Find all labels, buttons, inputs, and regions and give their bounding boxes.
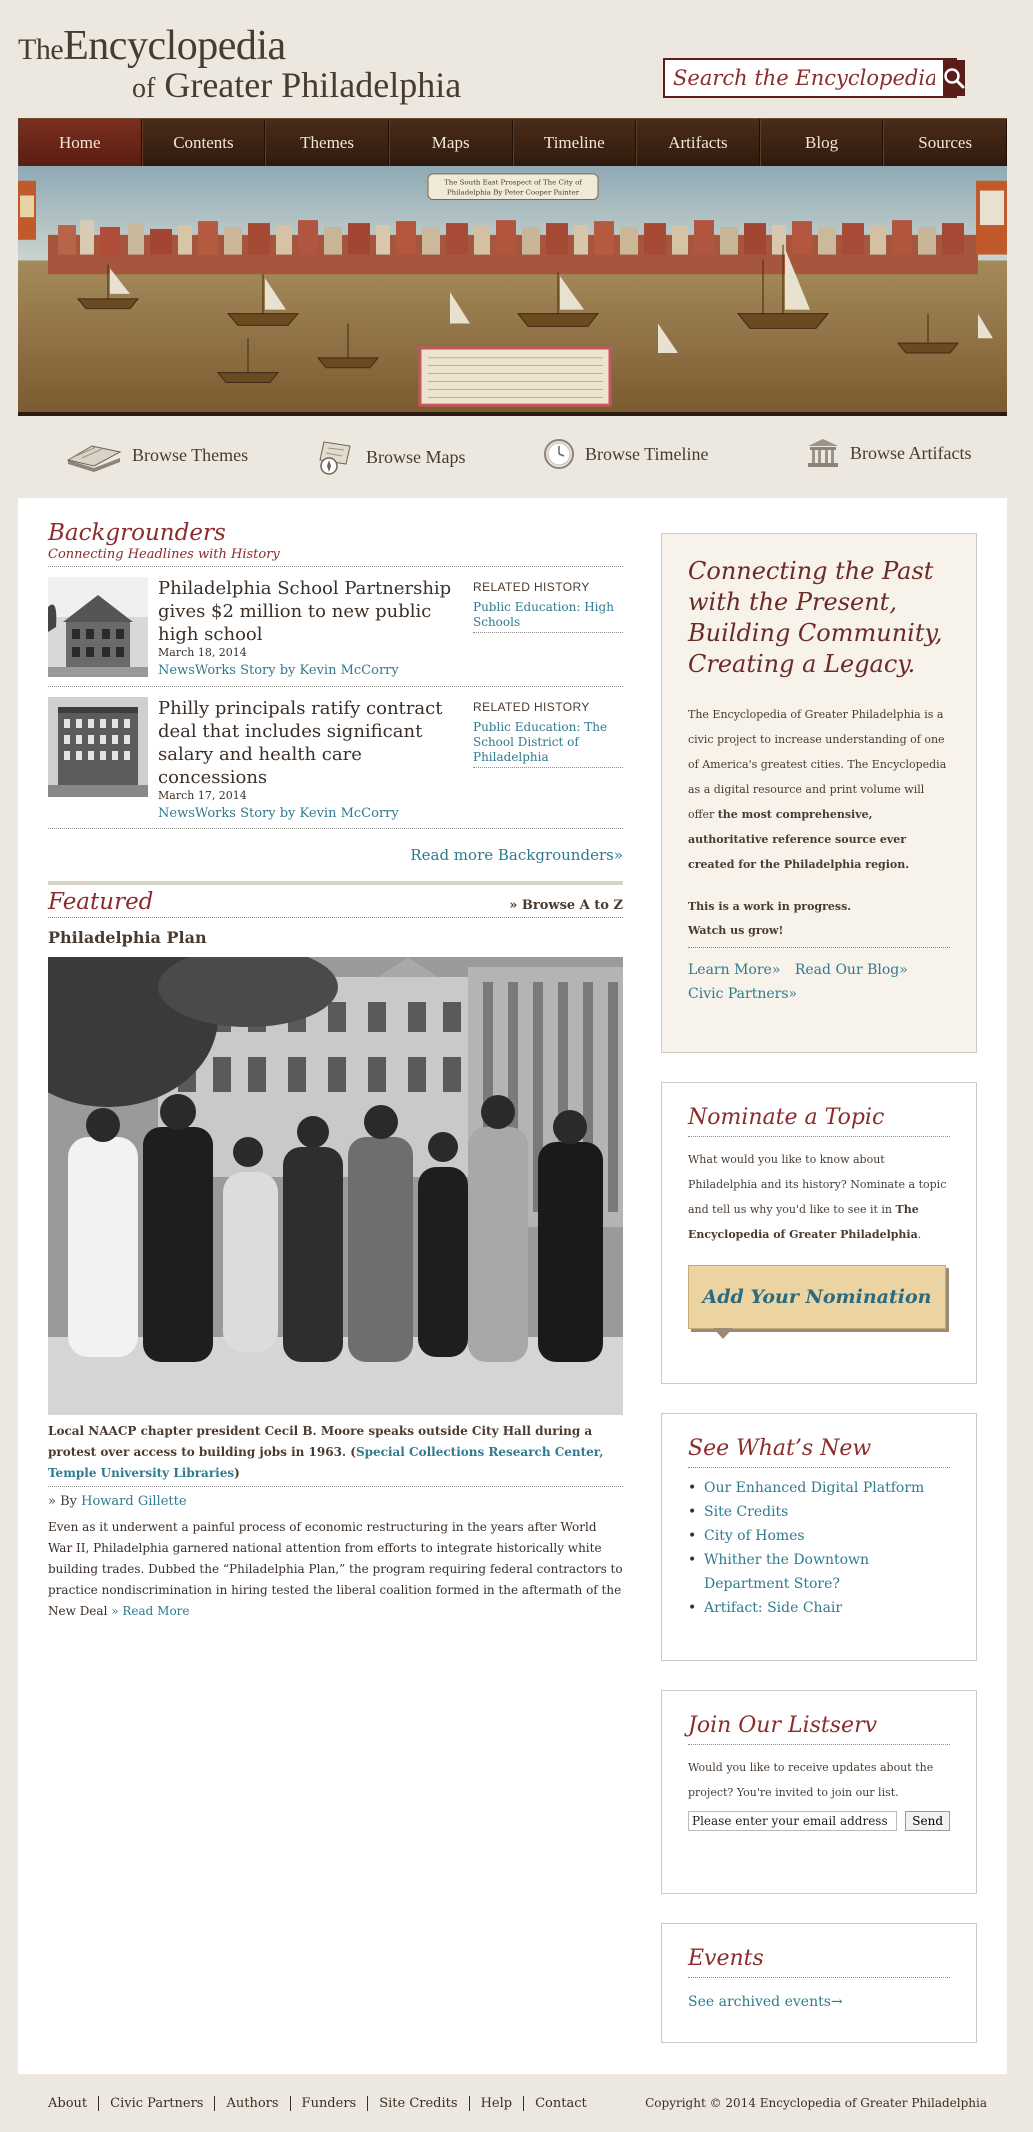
whats-new-link[interactable]: City of Homes [704, 1528, 805, 1544]
featured-title: Featured [48, 889, 154, 915]
featured-excerpt [48, 1517, 623, 1622]
browse-artifacts-link[interactable] [806, 438, 971, 468]
logo-the: The [18, 33, 64, 66]
mission-text [688, 702, 950, 877]
backgrounders-title: Backgrounders [48, 520, 226, 546]
copyright-text: Copyright © 2014 Encyclopedia of Greater Philadelphia [645, 2096, 987, 2110]
mission-box [661, 533, 977, 1053]
browse-maps-label: Browse Maps [366, 446, 466, 467]
nominate-text-bold: The Encyclopedia of Greater Philadelphia [688, 1203, 919, 1241]
listserv-text: Would you like to receive updates about the project? You're invited to join our list. [688, 1761, 934, 1799]
related-history-heading: RELATED HISTORY [473, 700, 590, 714]
author-link[interactable]: Howard Gillette [81, 1494, 187, 1509]
related-history-link[interactable]: Public Education: The School District of Philadelphia [473, 720, 623, 768]
harbor-painting-image [18, 166, 1007, 412]
search-button[interactable] [943, 60, 965, 96]
school-building-thumbnail[interactable] [48, 577, 148, 677]
events-box [661, 1923, 977, 2043]
listserv-box [661, 1690, 977, 1894]
backgrounder-date: March 17, 2014 [158, 789, 247, 802]
footer-link-help[interactable]: Help [470, 2096, 525, 2111]
related-history-link[interactable]: Public Education: High Schools [473, 600, 623, 633]
nav-blog[interactable]: Blog [760, 119, 884, 166]
featured-photo[interactable] [48, 957, 623, 1415]
nominate-text [688, 1147, 950, 1247]
site-logo[interactable] [18, 24, 461, 108]
nav-themes[interactable]: Themes [265, 119, 389, 166]
whats-new-link[interactable]: Our Enhanced Digital Platform [704, 1480, 925, 1496]
nominate-text-a: What would you like to know about Philadelphia and its history? Nominate a topic and tell us why you'd like to see it in [688, 1153, 947, 1216]
school-district-building-thumbnail[interactable] [48, 697, 148, 797]
nav-sources[interactable]: Sources [883, 119, 1007, 166]
whats-new-link[interactable]: Whither the Downtown Department Store? [704, 1552, 870, 1592]
civic-partners-link[interactable]: Civic Partners» [688, 986, 798, 1002]
featured-byline [48, 1494, 623, 1509]
nominate-text-end: . [917, 1228, 922, 1241]
featured-read-more-link[interactable]: » Read More [111, 1604, 190, 1618]
mission-text-bold: the most comprehensive, authoritative reference source ever created for the Philadelphia region. [688, 808, 910, 871]
read-more-backgrounders-link[interactable]: Read more Backgrounders» [410, 846, 623, 864]
footer-link-funders[interactable]: Funders [291, 2096, 369, 2111]
footer-link-site-credits[interactable]: Site Credits [368, 2096, 469, 2111]
footer-link-about[interactable]: About [48, 2096, 99, 2111]
whats-new-box [661, 1413, 977, 1661]
map-compass-icon [316, 438, 356, 476]
main-nav [18, 118, 1007, 166]
backgrounder-title-link[interactable]: Philadelphia School Partnership gives $2 million to new public high school [158, 578, 452, 645]
whats-new-link[interactable]: Site Credits [704, 1504, 789, 1520]
browse-maps-link[interactable] [316, 438, 466, 476]
backgrounder-item [48, 567, 623, 687]
banner-scroll [428, 174, 598, 200]
list-item [688, 1476, 950, 1500]
footer-link-contact[interactable]: Contact [535, 2096, 587, 2111]
nav-maps[interactable]: Maps [389, 119, 513, 166]
search-box [663, 58, 957, 98]
caption-end: ) [234, 1466, 240, 1480]
backgrounder-title-link[interactable]: Philly principals ratify contract deal that includes significant salary and health care concessions [158, 698, 443, 788]
site-footer [0, 2074, 1033, 2132]
svg-text:The South East Prospect of The: The South East Prospect of The City of [444, 178, 582, 187]
featured-photo-caption [48, 1421, 623, 1487]
backgrounder-date: March 18, 2014 [158, 646, 247, 659]
events-title: Events [688, 1946, 950, 1978]
mission-text-a: The Encyclopedia of Greater Philadelphia is a civic project to increase understanding of one of America's greatest cities. The Encyclopedia as a digital resource and print volume will offer [688, 708, 947, 821]
svg-text:Philadelphia By Peter Cooper P: Philadelphia By Peter Cooper Painter [446, 188, 580, 197]
footer-link-civic-partners[interactable]: Civic Partners [99, 2096, 215, 2111]
main-content [18, 498, 1007, 2074]
list-item [688, 1596, 950, 1620]
backgrounder-source-link[interactable]: NewsWorks Story by Kevin McCorry [158, 663, 399, 678]
browse-bar [0, 420, 1033, 498]
backgrounders-subtitle: Connecting Headlines with History [48, 547, 623, 567]
work-in-progress-note [688, 895, 950, 948]
nav-home[interactable]: Home [18, 119, 142, 166]
email-field[interactable] [688, 1811, 897, 1831]
caption-text: Local NAACP chapter president Cecil B. Moore speaks outside City Hall during a protest over access to building jobs in 1963. ( [48, 1424, 593, 1459]
nav-contents[interactable]: Contents [142, 119, 266, 166]
search-icon [943, 67, 965, 89]
nav-timeline[interactable]: Timeline [513, 119, 637, 166]
mission-tagline: Connecting the Past with the Present, Building Community, Creating a Legacy. [688, 557, 943, 678]
featured-article-title[interactable]: Philadelphia Plan [48, 928, 207, 947]
excerpt-text: Even as it underwent a painful process of economic restructuring in the years after World War II, Philadelphia garnered national attention from efforts to integrate historically white building trades. Dubbed the “Philadelphia Plan,” the program requiring federal contractors to practice nondiscrimination in hiring tested the liberal coalition formed in the aftermath of the New Deal [48, 1520, 623, 1618]
list-item [688, 1524, 950, 1548]
clock-icon [543, 438, 575, 470]
backgrounder-source-link[interactable]: NewsWorks Story by Kevin McCorry [158, 806, 399, 821]
whats-new-link[interactable]: Artifact: Side Chair [704, 1600, 843, 1616]
browse-themes-link[interactable] [66, 438, 248, 472]
list-item [688, 1548, 950, 1596]
site-header [0, 0, 1033, 118]
archived-events-link[interactable]: See archived events→ [688, 1994, 843, 2010]
whats-new-list [688, 1476, 950, 1620]
nominate-box [661, 1082, 977, 1384]
logo-greater-philadelphia: Greater Philadelphia [164, 65, 462, 105]
logo-encyclopedia: Encyclopedia [63, 23, 286, 69]
museum-icon [806, 438, 840, 468]
nav-artifacts[interactable]: Artifacts [636, 119, 760, 166]
backgrounder-item [48, 687, 623, 829]
caption-credit-link[interactable]: Special Collections Research Center, Temple University Libraries [48, 1445, 604, 1480]
sidebar [661, 533, 977, 2072]
footer-links [48, 2096, 598, 2111]
byline-prefix: » By [48, 1494, 82, 1509]
left-column [48, 520, 623, 1622]
hero-banner-painting [18, 166, 1007, 416]
learn-more-link[interactable]: Learn More» [688, 962, 781, 978]
logo-of: of [132, 73, 156, 104]
list-item [688, 1500, 950, 1524]
book-icon [66, 438, 122, 472]
search-input[interactable] [665, 60, 943, 96]
wip-line-1: This is a work in progress. [688, 900, 852, 913]
send-button[interactable]: Send [905, 1811, 950, 1831]
add-nomination-button[interactable]: Add Your Nomination [688, 1265, 946, 1329]
whats-new-title: See What’s New [688, 1436, 950, 1468]
listserv-title: Join Our Listserv [688, 1713, 950, 1745]
browse-a-to-z-link[interactable]: » Browse A to Z [509, 898, 623, 913]
wip-line-2: Watch us grow! [688, 924, 784, 937]
nominate-title: Nominate a Topic [688, 1105, 950, 1137]
browse-timeline-label: Browse Timeline [585, 443, 709, 464]
browse-themes-label: Browse Themes [132, 444, 249, 465]
read-our-blog-link[interactable]: Read Our Blog» [794, 962, 908, 978]
footer-link-authors[interactable]: Authors [215, 2096, 290, 2111]
browse-timeline-link[interactable] [543, 438, 709, 470]
related-history-heading: RELATED HISTORY [473, 580, 590, 594]
browse-artifacts-label: Browse Artifacts [850, 442, 972, 463]
